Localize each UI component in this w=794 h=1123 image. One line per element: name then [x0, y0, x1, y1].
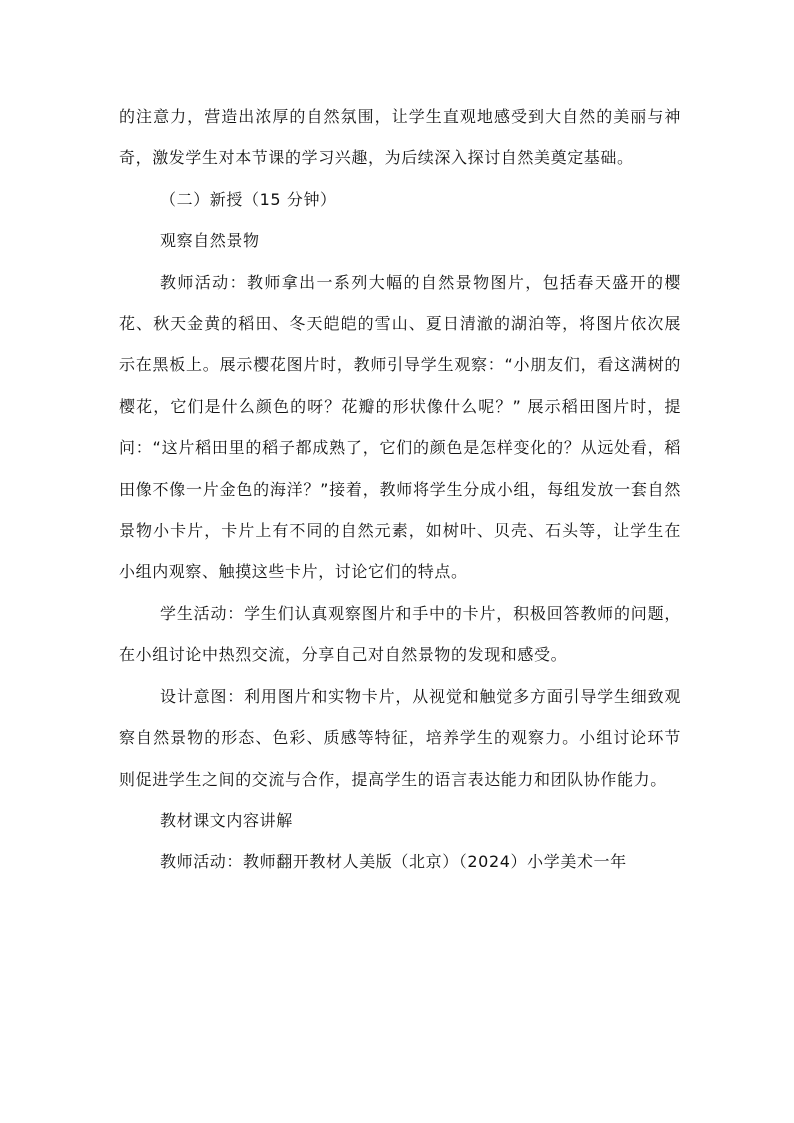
paragraph-continued: 的注意力，营造出浓厚的自然氛围，让学生直观地感受到大自然的美丽与神奇，激发学生对本节课的学习兴趣，为后续深入探讨自然美奠定基础。: [119, 107, 681, 168]
section-heading-new-lesson: （二）新授（15 分钟）: [160, 189, 337, 209]
paragraph-teacher-activity: 教师活动：教师拿出一系列大幅的自然景物图片，包括春天盛开的樱花、秋天金黄的稻田、冬天皑皑的雪山、夏日清澈的湖泊等，将图片依次展示在黑板上。展示樱花图片时，教师引导学生观察：“小朋友们，看这满树的樱花，它们是什么颜色的呀？花瓣的形状像什么呢？” 展示稻田图片时，提问：“这片稻田里的稻子都成熟了，它们的颜色是怎样变化的？从远处看，稻田像不像一片金色的海洋？”接着，教师将学生分成小组，每组发放一套自然景物小卡片，卡片上有不同的自然元素，如树叶、贝壳、石头等，让学生在小组内观察、触摸这些卡片，讨论它们的特点。: [119, 272, 681, 582]
document-body: [119, 96, 681, 883]
paragraph-teacher-activity-textbook: 教师活动：教师翻开教材人美版（北京）（2024）小学美术一年: [160, 852, 627, 872]
subheading-observe-nature: 观察自然景物: [160, 231, 260, 251]
subheading-textbook-explanation: 教材课文内容讲解: [160, 810, 293, 830]
paragraph-design-intent: 设计意图：利用图片和实物卡片，从视觉和触觉多方面引导学生细致观察自然景物的形态、色彩、质感等特征，培养学生的观察力。小组讨论环节则促进学生之间的交流与合作，提高学生的语言表达能力和团队协作能力。: [119, 686, 681, 789]
paragraph-student-activity: 学生活动：学生们认真观察图片和手中的卡片，积极回答教师的问题，在小组讨论中热烈交流，分享自己对自然景物的发现和感受。: [119, 603, 681, 665]
